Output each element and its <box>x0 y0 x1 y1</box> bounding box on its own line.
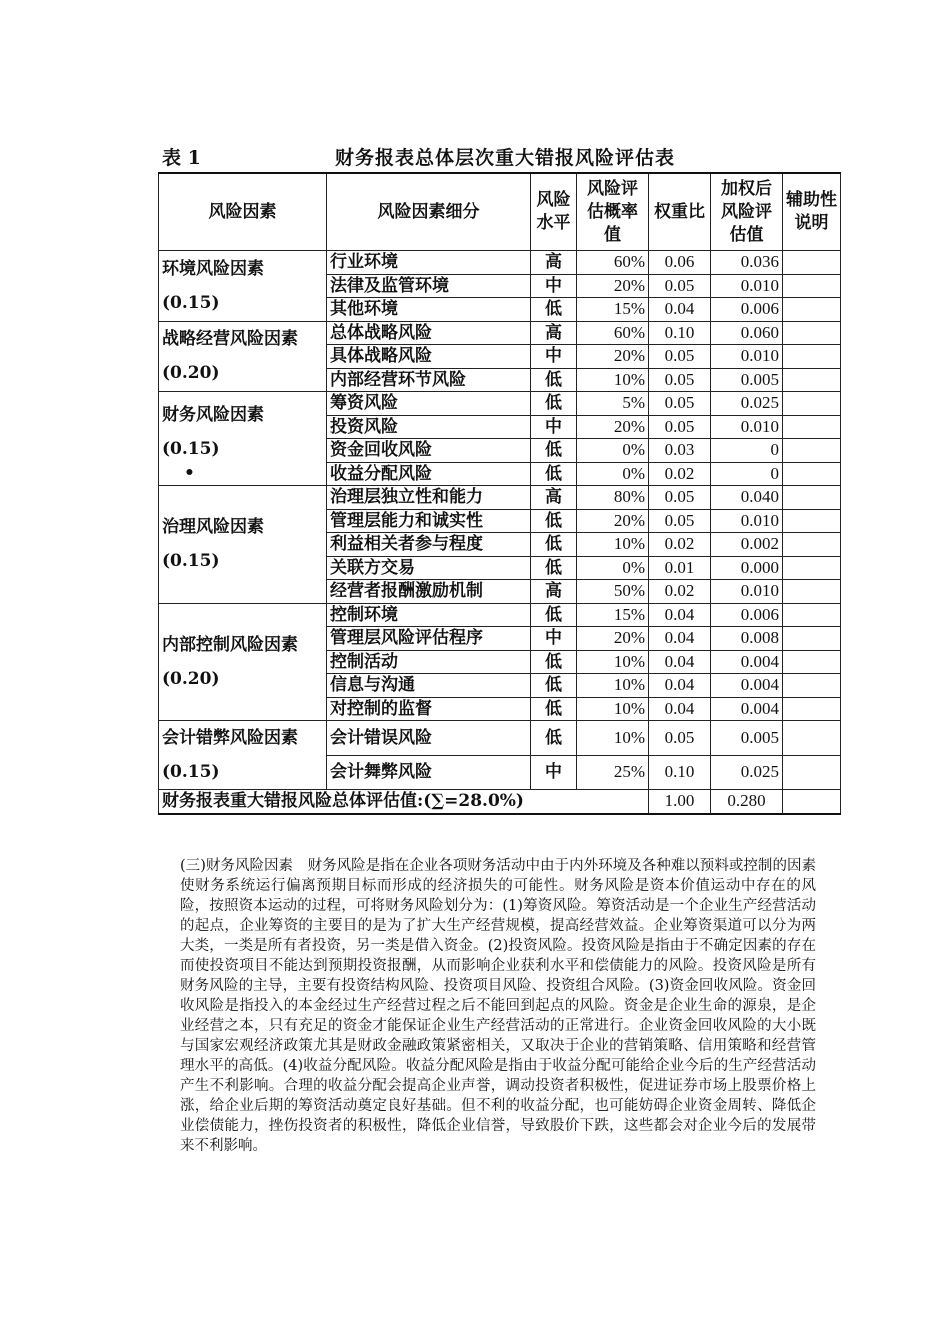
weighted-value-cell: 0 <box>711 439 783 463</box>
note-cell <box>783 462 841 486</box>
risk-factor-name: 战略经营风险因素 <box>162 329 298 350</box>
risk-factor-name: 环境风险因素 <box>162 258 264 279</box>
header-note: 辅助性说明 <box>783 173 841 251</box>
subfactor-cell: 信息与沟通 <box>327 674 531 698</box>
note-cell <box>783 486 841 510</box>
table-row <box>159 486 841 510</box>
subfactor-cell: 控制活动 <box>327 650 531 674</box>
subfactor-cell: 投资风险 <box>327 415 531 439</box>
note-cell <box>783 755 841 790</box>
weight-cell: 0.06 <box>649 251 711 275</box>
probability-cell: 10% <box>577 368 649 392</box>
subfactor-cell: 会计错误风险 <box>327 721 531 756</box>
weighted-value-cell: 0.006 <box>711 603 783 627</box>
probability-cell: 15% <box>577 298 649 322</box>
weighted-value-cell: 0.010 <box>711 274 783 298</box>
risk-factor-name: 治理风险因素 <box>162 517 264 538</box>
weighted-value-cell: 0.036 <box>711 251 783 275</box>
subfactor-cell: 筹资风险 <box>327 392 531 416</box>
weight-cell: 0.05 <box>649 392 711 416</box>
note-cell <box>783 439 841 463</box>
subfactor-cell: 法律及监管环境 <box>327 274 531 298</box>
risk-factor-weight: (0.15) <box>162 762 220 782</box>
probability-cell: 50% <box>577 580 649 604</box>
note-cell <box>783 721 841 756</box>
header-level: 风险水平 <box>531 173 577 251</box>
subfactor-cell: 对控制的监督 <box>327 697 531 721</box>
risk-level-cell: 低 <box>531 603 577 627</box>
probability-cell: 60% <box>577 251 649 275</box>
risk-level-cell: 中 <box>531 345 577 369</box>
weight-cell: 0.04 <box>649 298 711 322</box>
risk-level-cell: 中 <box>531 755 577 790</box>
header-probability: 风险评估概率值 <box>577 173 649 251</box>
note-cell <box>783 368 841 392</box>
risk-level-cell: 高 <box>531 321 577 345</box>
weighted-value-cell: 0.000 <box>711 556 783 580</box>
note-cell <box>783 392 841 416</box>
subfactor-cell: 治理层独立性和能力 <box>327 486 531 510</box>
weighted-value-cell: 0.025 <box>711 755 783 790</box>
total-weighted: 0.280 <box>711 790 783 814</box>
weighted-value-cell: 0.010 <box>711 580 783 604</box>
table-row <box>159 603 841 627</box>
probability-cell: 20% <box>577 274 649 298</box>
risk-factor-cell <box>159 603 327 721</box>
weight-cell: 0.02 <box>649 533 711 557</box>
table-row <box>159 392 841 416</box>
weighted-value-cell: 0.008 <box>711 627 783 651</box>
risk-level-cell: 低 <box>531 650 577 674</box>
note-cell <box>783 674 841 698</box>
weight-cell: 0.04 <box>649 650 711 674</box>
weight-cell: 0.05 <box>649 721 711 756</box>
risk-factor-weight: (0.20) <box>162 363 220 384</box>
probability-cell: 25% <box>577 755 649 790</box>
weighted-value-cell: 0.004 <box>711 674 783 698</box>
subfactor-cell: 关联方交易 <box>327 556 531 580</box>
weight-cell: 0.05 <box>649 486 711 510</box>
weighted-value-cell: 0.005 <box>711 721 783 756</box>
risk-factor-cell <box>159 321 327 392</box>
table-caption <box>160 143 840 173</box>
subfactor-cell: 控制环境 <box>327 603 531 627</box>
risk-level-cell: 低 <box>531 533 577 557</box>
weight-cell: 0.04 <box>649 627 711 651</box>
weight-cell: 0.05 <box>649 345 711 369</box>
note-cell <box>783 556 841 580</box>
note-cell <box>783 650 841 674</box>
probability-cell: 20% <box>577 345 649 369</box>
risk-factor-name: 会计错弊风险因素 <box>162 728 298 748</box>
table-header-row <box>159 173 841 251</box>
note-cell <box>783 298 841 322</box>
note-cell <box>783 321 841 345</box>
weight-cell: 0.05 <box>649 509 711 533</box>
total-row <box>159 790 841 814</box>
risk-factor-weight: (0.15) <box>162 292 220 313</box>
note-cell <box>783 697 841 721</box>
probability-cell: 0% <box>577 556 649 580</box>
probability-cell: 80% <box>577 486 649 510</box>
note-cell <box>783 251 841 275</box>
risk-factor-name: 财务风险因素 <box>162 404 264 425</box>
weighted-value-cell: 0.040 <box>711 486 783 510</box>
subfactor-cell: 会计舞弊风险 <box>327 755 531 790</box>
header-weight: 权重比 <box>649 173 711 251</box>
weight-cell: 0.10 <box>649 755 711 790</box>
risk-level-cell: 低 <box>531 721 577 756</box>
weighted-value-cell: 0.005 <box>711 368 783 392</box>
weight-cell: 0.05 <box>649 368 711 392</box>
risk-level-cell: 低 <box>531 556 577 580</box>
subfactor-cell: 管理层能力和诚实性 <box>327 509 531 533</box>
note-cell <box>783 415 841 439</box>
risk-level-cell: 低 <box>531 298 577 322</box>
risk-factor-weight: (0.20) <box>162 668 220 689</box>
table-row <box>159 251 841 275</box>
weight-cell: 0.04 <box>649 674 711 698</box>
risk-factor-cell <box>159 486 327 604</box>
risk-level-cell: 中 <box>531 415 577 439</box>
risk-level-cell: 中 <box>531 274 577 298</box>
weighted-value-cell: 0.060 <box>711 321 783 345</box>
risk-factor-weight: (0.15) <box>162 438 220 459</box>
risk-level-cell: 低 <box>531 674 577 698</box>
probability-cell: 20% <box>577 509 649 533</box>
table-label: 表 1 <box>162 147 201 169</box>
subfactor-cell: 具体战略风险 <box>327 345 531 369</box>
weighted-value-cell: 0.010 <box>711 345 783 369</box>
probability-cell: 0% <box>577 439 649 463</box>
risk-level-cell: 高 <box>531 486 577 510</box>
header-factor: 风险因素 <box>159 173 327 251</box>
weighted-value-cell: 0.010 <box>711 415 783 439</box>
weight-cell: 0.01 <box>649 556 711 580</box>
subfactor-cell: 利益相关者参与程度 <box>327 533 531 557</box>
risk-factor-name: 内部控制风险因素 <box>162 634 298 655</box>
probability-cell: 10% <box>577 697 649 721</box>
total-label: 财务报表重大错报风险总体评估值:(∑=28.0%) <box>159 790 649 814</box>
table-title: 财务报表总体层次重大错报风险评估表 <box>335 147 676 169</box>
weighted-value-cell: 0.006 <box>711 298 783 322</box>
subfactor-cell: 资金回收风险 <box>327 439 531 463</box>
subfactor-cell: 内部经营环节风险 <box>327 368 531 392</box>
note-cell <box>783 345 841 369</box>
subfactor-cell: 总体战略风险 <box>327 321 531 345</box>
subfactor-cell: 行业环境 <box>327 251 531 275</box>
risk-level-cell: 低 <box>531 439 577 463</box>
probability-cell: 10% <box>577 533 649 557</box>
risk-factor-cell <box>159 392 327 486</box>
total-weight: 1.00 <box>649 790 711 814</box>
probability-cell: 0% <box>577 462 649 486</box>
note-cell <box>783 580 841 604</box>
risk-level-cell: 低 <box>531 697 577 721</box>
risk-level-cell: 低 <box>531 462 577 486</box>
body-paragraph: (三)财务风险因素 财务风险是指在企业各项财务活动中由于内外环境及各种难以预料或控制的因素使财务系统运行偏离预期目标而形成的经济损失的可能性。财务风险是资本价值运动中存在的风险，按照资本运动的过程，可将财务风险划分为：(1)筹资风险。筹资活动是一个企业生产经营活动的起点，企业筹资的主要目的是为了扩大生产经营规模，提高经营效益。企业筹资渠道可以分为两大类，一类是所有者投资，另一类是借入资金。(2)投资风险。投资风险是指由于不确定因素的存在而使投资项目不能达到预期投资报酬，从而影响企业获利水平和偿债能力的风险。投资风险是所有财务风险的主导，主要有投资结构风险、投资项目风险、投资组合风险。(3)资金回收风险。资金回收风险是指投入的本金经过生产经营过程之后不能回到起点的风险。资金是企业生命的源泉，是企业经营之本，只有充足的资金才能保证企业生产经营活动的正常进行。企业资金回收风险的大小既与国家宏观经济政策尤其是财政金融政策紧密相关，又取决于企业的营销策略、信用策略和经营管理水平的高低。(4)收益分配风险。收益分配风险是指由于收益分配可能给企业今后的生产经营活动产生不利影响。合理的收益分配会提高企业声誉，调动投资者积极性，促进证券市场上股票价格上涨，给企业后期的筹资活动奠定良好基础。但不利的收益分配，也可能妨碍企业资金周转、降低企业偿债能力，挫伤投资者的积极性，降低企业信誉，导致股价下跌，这些都会对企业今后的发展带来不利影响。 <box>180 858 816 1154</box>
header-subfactor: 风险因素细分 <box>327 173 531 251</box>
probability-cell: 20% <box>577 627 649 651</box>
weighted-value-cell: 0.004 <box>711 650 783 674</box>
weighted-value-cell: 0.025 <box>711 392 783 416</box>
weight-cell: 0.04 <box>649 603 711 627</box>
risk-factor-cell <box>159 251 327 322</box>
weight-cell: 0.05 <box>649 274 711 298</box>
weight-cell: 0.05 <box>649 415 711 439</box>
table-row <box>159 721 841 756</box>
risk-level-cell: 高 <box>531 251 577 275</box>
probability-cell: 5% <box>577 392 649 416</box>
note-cell <box>783 274 841 298</box>
probability-cell: 20% <box>577 415 649 439</box>
risk-level-cell: 低 <box>531 509 577 533</box>
risk-level-cell: 中 <box>531 627 577 651</box>
risk-level-cell: 低 <box>531 392 577 416</box>
table-body <box>159 251 841 790</box>
risk-factor-weight: (0.15) <box>162 551 220 572</box>
subfactor-cell: 其他环境 <box>327 298 531 322</box>
risk-level-cell: 低 <box>531 368 577 392</box>
weight-cell: 0.10 <box>649 321 711 345</box>
note-cell <box>783 509 841 533</box>
weighted-value-cell: 0.002 <box>711 533 783 557</box>
probability-cell: 10% <box>577 721 649 756</box>
note-cell <box>783 627 841 651</box>
probability-cell: 10% <box>577 674 649 698</box>
note-cell <box>783 603 841 627</box>
probability-cell: 60% <box>577 321 649 345</box>
risk-level-cell: 高 <box>531 580 577 604</box>
bullet-mark: • <box>184 462 195 483</box>
probability-cell: 15% <box>577 603 649 627</box>
weight-cell: 0.02 <box>649 462 711 486</box>
total-note <box>783 790 841 814</box>
weight-cell: 0.02 <box>649 580 711 604</box>
probability-cell: 10% <box>577 650 649 674</box>
subfactor-cell: 经营者报酬激励机制 <box>327 580 531 604</box>
weighted-value-cell: 0.010 <box>711 509 783 533</box>
weight-cell: 0.03 <box>649 439 711 463</box>
header-weighted: 加权后风险评估值 <box>711 173 783 251</box>
weighted-value-cell: 0 <box>711 462 783 486</box>
note-cell <box>783 533 841 557</box>
subfactor-cell: 收益分配风险 <box>327 462 531 486</box>
risk-factor-cell <box>159 721 327 790</box>
subfactor-cell: 管理层风险评估程序 <box>327 627 531 651</box>
table-row <box>159 321 841 345</box>
risk-assessment-table <box>158 172 841 815</box>
weight-cell: 0.04 <box>649 697 711 721</box>
weighted-value-cell: 0.004 <box>711 697 783 721</box>
